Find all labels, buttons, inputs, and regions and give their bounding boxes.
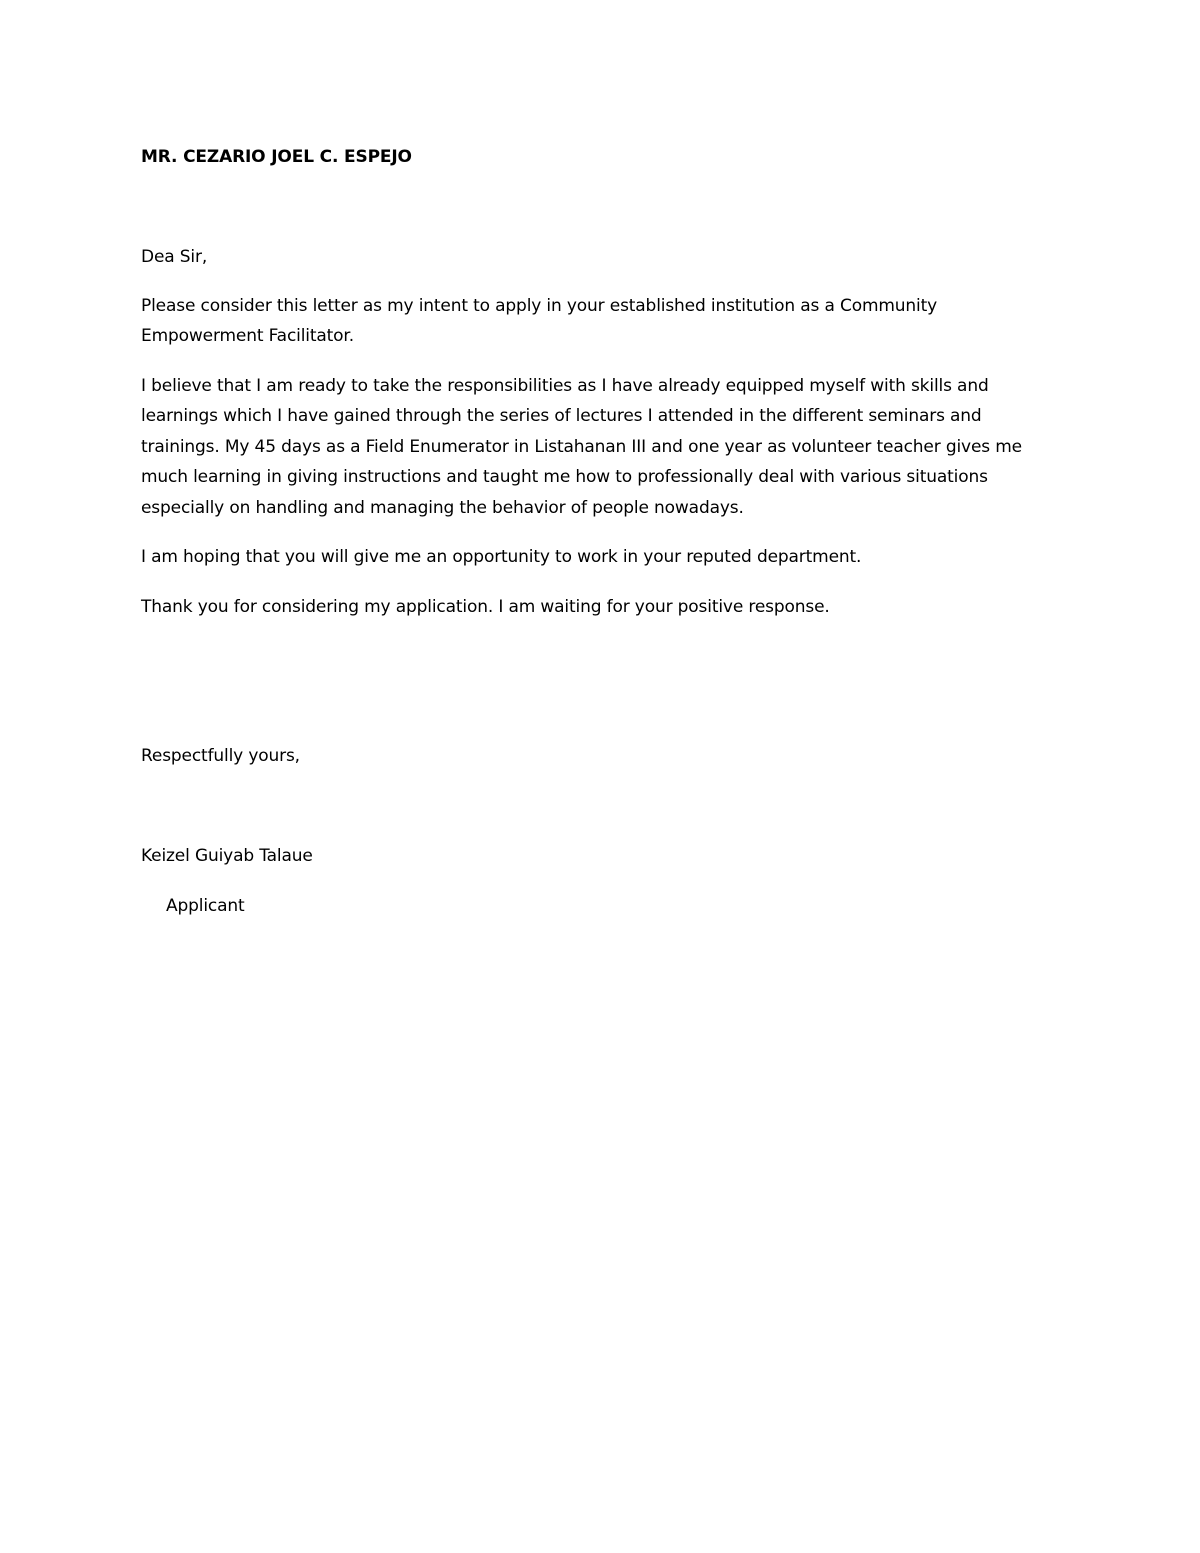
paragraph-3: I am hoping that you will give me an opportunity to work in your reputed department. [141,547,862,567]
paragraph-2-line-3: trainings. My 45 days as a Field Enumerator in Listahanan III and one year as volunteer teacher gives me [141,437,1022,457]
paragraph-4: Thank you for considering my application. I am waiting for your positive response. [141,597,830,617]
paragraph-2-line-1: I believe that I am ready to take the responsibilities as I have already equipped myself with skills and [141,376,989,396]
paragraph-2-line-2: learnings which I have gained through the series of lectures I attended in the different seminars and [141,406,982,426]
salutation: Dea Sir, [141,247,208,267]
signature-name: Keizel Guiyab Talaue [141,846,313,866]
closing: Respectfully yours, [141,746,300,766]
paragraph-1-line-2: Empowerment Facilitator. [141,326,354,346]
paragraph-1-line-1: Please consider this letter as my intent to apply in your established institution as a Community [141,296,938,316]
paragraph-2-line-4: much learning in giving instructions and taught me how to professionally deal with various situations [141,467,988,487]
paragraph-2-line-5: especially on handling and managing the behavior of people nowadays. [141,498,744,518]
addressee: MR. CEZARIO JOEL C. ESPEJO [141,147,412,167]
signature-title: Applicant [166,896,245,916]
